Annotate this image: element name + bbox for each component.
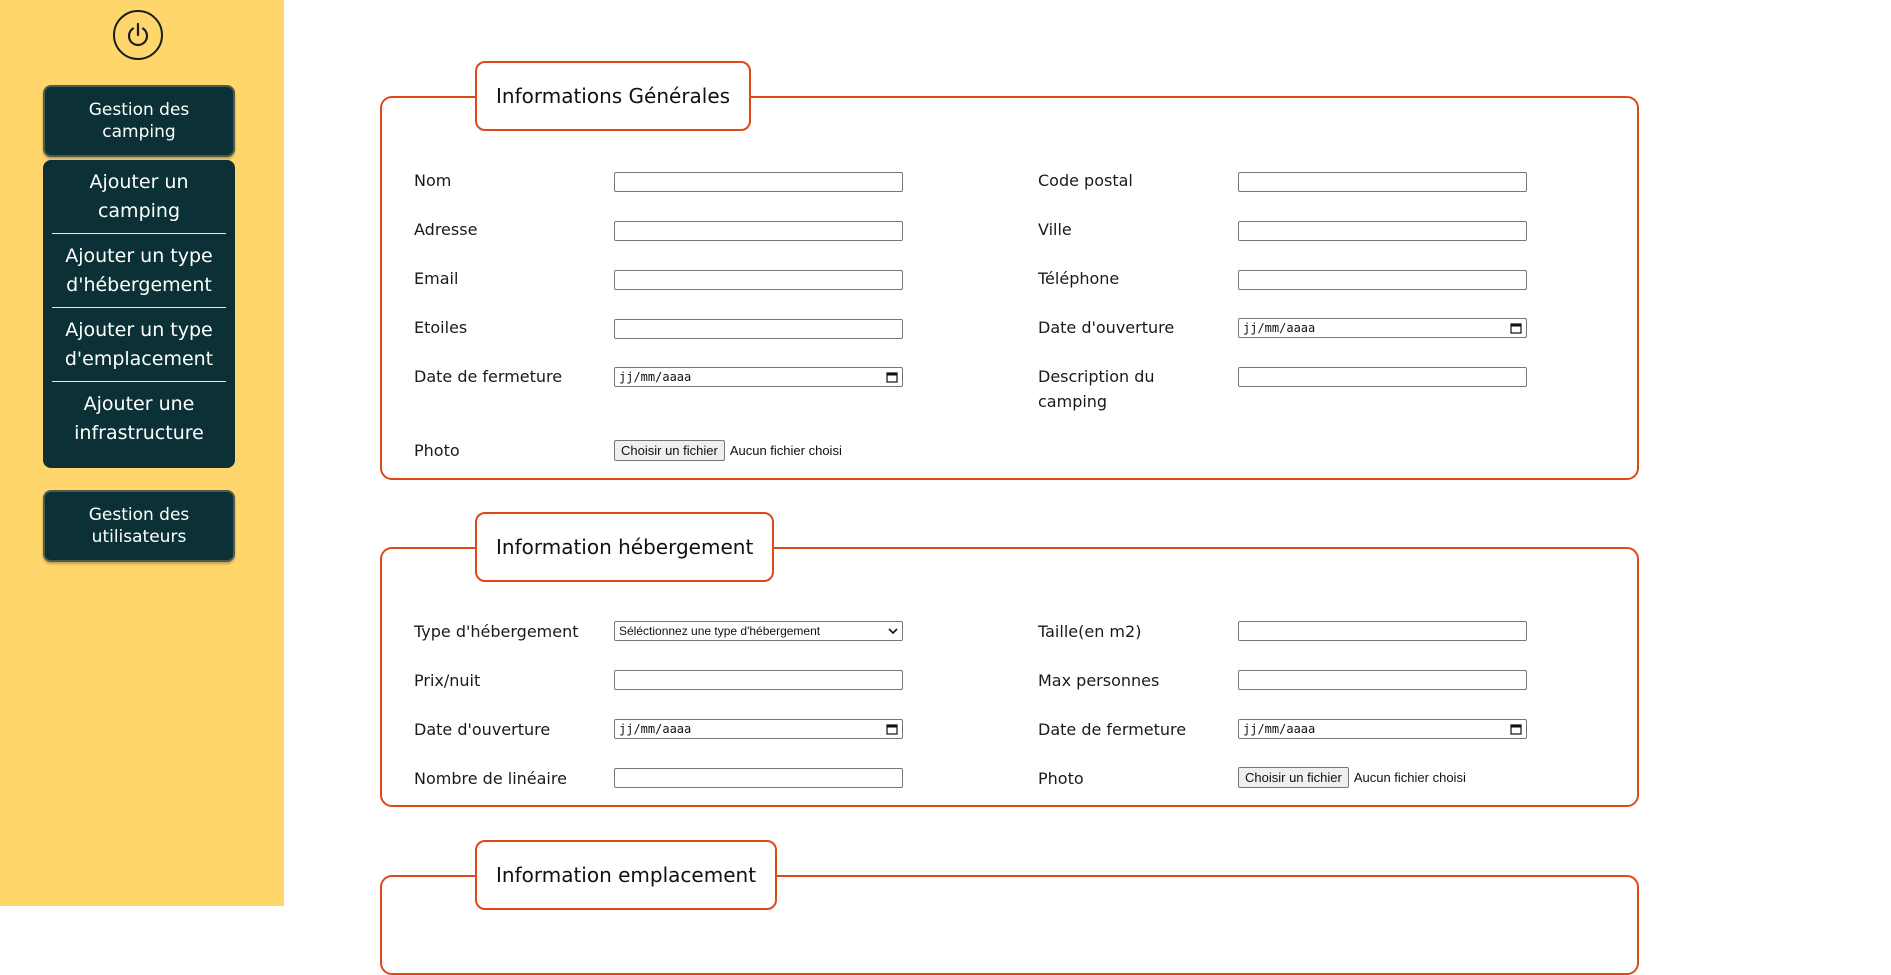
submenu-add-infrastructure[interactable]: [52, 382, 226, 456]
label-code-postal: Code postal: [1038, 171, 1133, 190]
sidebar: [0, 0, 284, 906]
file-status: Aucun fichier choisi: [729, 443, 842, 458]
label-description: Description du camping: [1038, 367, 1155, 411]
submenu-label: Ajouter une infrastructure: [74, 393, 204, 444]
taille-input[interactable]: [1238, 621, 1527, 641]
email-input[interactable]: [614, 270, 903, 290]
general-info-legend: Informations Générales: [475, 61, 751, 131]
calendar-icon[interactable]: [886, 723, 898, 735]
label-prix: Prix/nuit: [414, 671, 481, 690]
label-email: Email: [414, 269, 459, 288]
calendar-icon[interactable]: [886, 371, 898, 383]
label-etoiles: Etoiles: [414, 318, 468, 337]
code-postal-input[interactable]: [1238, 172, 1527, 192]
type-hebergement-select[interactable]: [614, 621, 903, 641]
date-placeholder: jj/mm/aaaa: [619, 370, 692, 384]
label-ville: Ville: [1038, 220, 1072, 239]
submenu-label: Ajouter un type d'hébergement: [65, 244, 213, 296]
submenu-add-emplacement-type[interactable]: [52, 308, 226, 382]
calendar-icon[interactable]: [1510, 723, 1522, 735]
label-max-personnes: Max personnes: [1038, 671, 1160, 690]
max-personnes-input[interactable]: [1238, 670, 1527, 690]
label-photo: Photo: [414, 441, 460, 460]
select-value: Séléctionnez une type d'hébergement: [619, 624, 821, 638]
photo-heb-file-input[interactable]: [1238, 767, 1466, 788]
label-date-ouverture: Date d'ouverture: [1038, 318, 1175, 337]
label-taille: Taille(en m2): [1038, 622, 1142, 641]
gestion-camping-label: Gestion des camping: [88, 100, 190, 142]
photo-file-input[interactable]: [614, 440, 842, 461]
adresse-input[interactable]: [614, 221, 903, 241]
date-ouverture-heb-input[interactable]: [614, 719, 903, 739]
date-placeholder: jj/mm/aaaa: [1243, 722, 1316, 736]
hebergement-legend: Information hébergement: [475, 512, 774, 582]
chevron-down-icon: [888, 627, 898, 635]
hebergement-fieldset: [380, 535, 1639, 807]
calendar-icon[interactable]: [1510, 322, 1522, 334]
power-button[interactable]: [113, 10, 163, 60]
general-info-fieldset: [380, 84, 1639, 480]
emplacement-fieldset: [380, 863, 1639, 975]
power-icon: [124, 21, 152, 49]
description-input[interactable]: [1238, 367, 1527, 387]
date-fermeture-input[interactable]: [614, 367, 903, 387]
gestion-camping-button[interactable]: [43, 85, 235, 157]
label-date-fermeture-heb: Date de fermeture: [1038, 720, 1187, 739]
label-lineaire: Nombre de linéaire: [414, 769, 567, 788]
label-photo-heb: Photo: [1038, 769, 1084, 788]
date-fermeture-heb-input[interactable]: [1238, 719, 1527, 739]
submenu-label: Ajouter un camping: [89, 170, 189, 222]
label-type-hebergement: Type d'hébergement: [414, 622, 579, 641]
label-telephone: Téléphone: [1038, 269, 1120, 288]
file-status: Aucun fichier choisi: [1353, 770, 1466, 785]
label-date-ouverture-heb: Date d'ouverture: [414, 720, 551, 739]
submenu-add-camping[interactable]: [52, 160, 226, 234]
gestion-utilisateurs-label: Gestion des utilisateurs: [88, 505, 190, 547]
date-placeholder: jj/mm/aaaa: [619, 722, 692, 736]
prix-input[interactable]: [614, 670, 903, 690]
submenu-label: Ajouter un type d'emplacement: [64, 318, 214, 370]
ville-input[interactable]: [1238, 221, 1527, 241]
telephone-input[interactable]: [1238, 270, 1527, 290]
label-adresse: Adresse: [414, 220, 478, 239]
nom-input[interactable]: [614, 172, 903, 192]
choose-file-button[interactable]: Choisir un fichier: [614, 440, 725, 461]
date-placeholder: jj/mm/aaaa: [1243, 321, 1316, 335]
choose-file-button[interactable]: Choisir un fichier: [1238, 767, 1349, 788]
label-nom: Nom: [414, 171, 452, 190]
label-date-fermeture: Date de fermeture: [414, 367, 563, 386]
gestion-utilisateurs-button[interactable]: [43, 490, 235, 562]
emplacement-legend: Information emplacement: [475, 840, 777, 910]
etoiles-input[interactable]: [614, 319, 903, 339]
lineaire-input[interactable]: [614, 768, 903, 788]
submenu-add-hebergement-type[interactable]: [52, 234, 226, 308]
camping-submenu: [43, 160, 235, 468]
date-ouverture-input[interactable]: [1238, 318, 1527, 338]
